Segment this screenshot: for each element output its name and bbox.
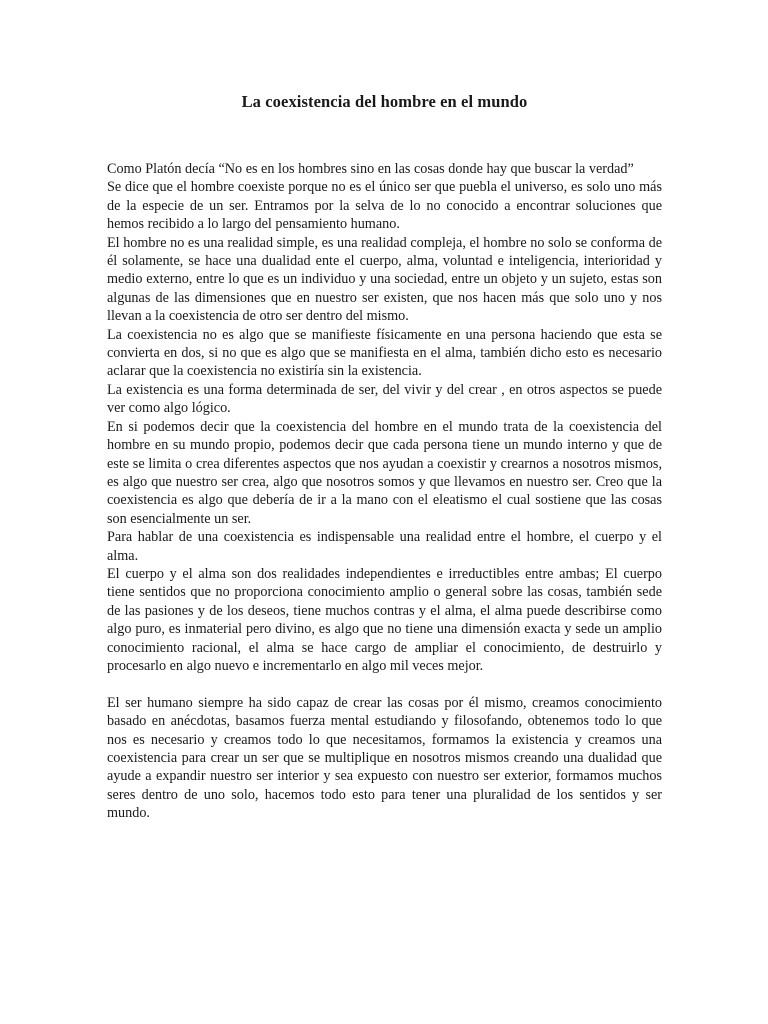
paragraph-ser-humano: El ser humano siempre ha sido capaz de crear las cosas por él mismo, creamos conocimiento basado en anécdotas, basamos fuerza mental estudiando y filosofando, obtenemos todo lo que nos es necesario y creamos todo lo que necesitamos, formamos la existencia y creamos una coexistencia para crear un ser que se multiplique en nosotros mismos creando una dualidad que ayude a expandir nuestro ser interior y sea expuesto con nuestro ser exterior, formamos muchos seres dentro de uno solo, hacemos todo esto para tener una pluralidad de los sentidos y ser mundo. bbox=[107, 694, 662, 822]
paragraph-realidad-compleja: El hombre no es una realidad simple, es una realidad compleja, el hombre no solo se conforma de él solamente, se hace una dualidad ente el cuerpo, alma, voluntad e inteligencia, interioridad y medio externo, entre lo que es un individuo y una sociedad, entre un objeto y un sujeto, estas son algunas de las dimensiones que en nuestro ser existen, que nos hacen más que solo uno y nos llevan a la coexistencia de otro ser dentro del mismo. bbox=[107, 234, 662, 325]
document-page bbox=[107, 92, 662, 823]
paragraph-coexiste: Se dice que el hombre coexiste porque no es el único ser que puebla el universo, es solo uno más de la especie de un ser. Entramos por la selva de lo no conocido a encontrar soluciones que hemos recibido a lo largo del pensamiento humano. bbox=[107, 179, 662, 233]
paragraph-manifestacion: La coexistencia no es algo que se manifieste físicamente en una persona haciendo que esta se convierta en dos, si no que es algo que se manifiesta en el alma, también dicho esto es necesario aclarar que la coexistencia no existiría sin la existencia. bbox=[107, 326, 662, 380]
paragraph-mundo-propio: En si podemos decir que la coexistencia del hombre en el mundo trata de la coexistencia del hombre en su mundo propio, podemos decir que cada persona tiene un mundo interno y que de este se limita o crea diferentes aspectos que nos ayudan a coexistir y crearnos a nosotros mismos, es algo que nuestro ser crea, algo que nosotros somos y que llevamos en nuestro ser. Creo que la coexistencia es algo que debería de ir a la mano con el eleatismo el cual sostiene que las cosas son esencialmente un ser. bbox=[107, 418, 662, 527]
document-title: La coexistencia del hombre en el mundo bbox=[241, 92, 528, 111]
paragraph-cuerpo-alma: El cuerpo y el alma son dos realidades independientes e irreductibles entre ambas; El cuerpo tiene sentidos que no proporciona conocimiento amplio o general sobre las cosas, también sede de las pasiones y de los deseos, tiene muchos contras y el alma, el alma puede describirse como algo puro, es inmaterial pero divino, es algo que no tiene una dimensión exacta y sede un amplio conocimiento racional, el alma se hace cargo de ampliar el conocimiento, de destruirlo y procesarlo en algo nuevo e incrementarlo en algo mil veces mejor. bbox=[107, 565, 662, 674]
paragraph-gap bbox=[107, 675, 662, 693]
paragraph-existencia: La existencia es una forma determinada de ser, del vivir y del crear , en otros aspectos se puede ver como algo lógico. bbox=[107, 381, 662, 417]
paragraph-cuerpo-alma-intro: Para hablar de una coexistencia es indispensable una realidad entre el hombre, el cuerpo y el alma. bbox=[107, 529, 662, 564]
paragraph-intro-quote: Como Platón decía “No es en los hombres sino en las cosas donde hay que buscar la verdad” bbox=[107, 161, 634, 177]
